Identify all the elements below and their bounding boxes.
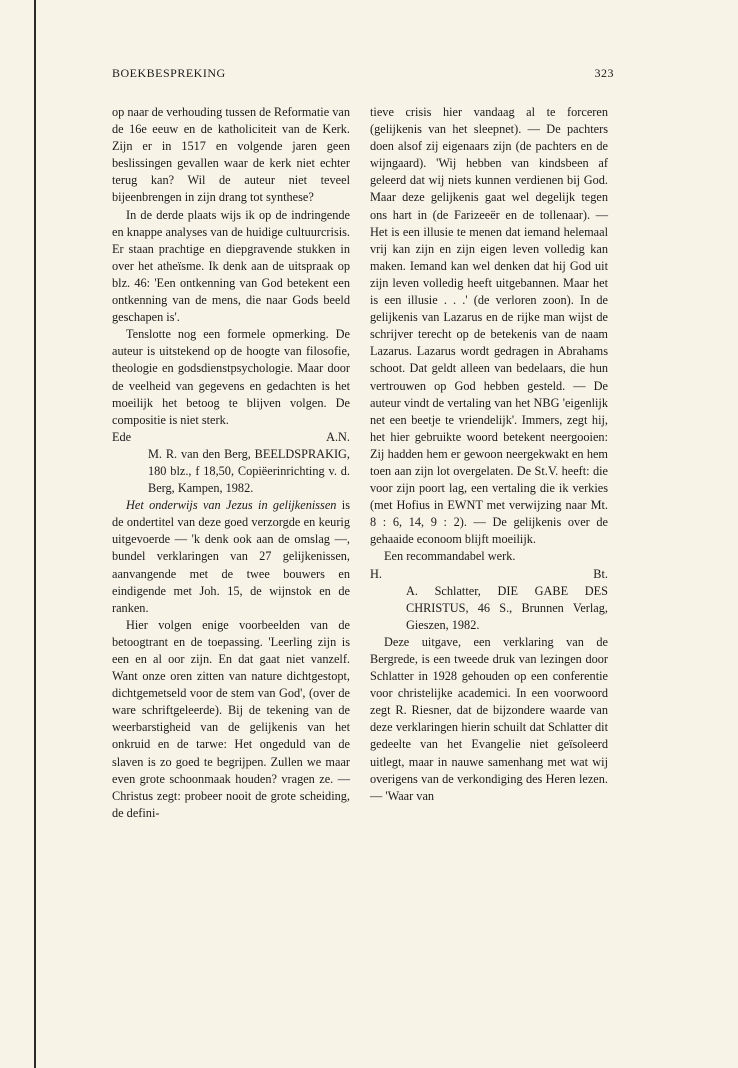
signature-place: Ede (112, 429, 132, 444)
paragraph: In de derde plaats wijs ik op de indringende en knappe analyses van de huidige cultuurcrisis. Er staan prachtige en diepgravende stukken in over het atheïsme. Ik denk aan de uitspraak op blz. 46: 'Een ontkenning van God betekent een ontkenning van de mens, die naar Gods beeld geschapen is'. (112, 207, 350, 325)
paragraph-text: is de ondertitel van deze goed verzorgde en keurig uitgevoerde — 'k denk ook aan de omslag —, bundel verklaringen van 27 gelijkenissen, aanvangende met de twee bouwers en eindigende met Joh. 15, de wijnstok en de ranken. (112, 498, 350, 615)
book-reference: A. Schlatter, DIE GABE DES CHRISTUS, 46 S., Brunnen Verlag, Gieszen, 1982. (406, 583, 608, 632)
paragraph (112, 497, 350, 617)
paragraph: op naar de verhouding tussen de Reformatie van de 16e eeuw en de katholiciteit van de Kerk. Zijn er in 1517 en volgende jaren geen beslissingen gevallen waar de kerk niet echter terug kan? Wil de auteur niet teveel bijeenbrengen in zijn drang tot synthese? (112, 105, 351, 205)
paragraph: Deze uitgave, een verklaring van de Bergrede, is een tweede druk van lezingen door Schlatter in 1928 gehouden op een conferentie voor christelijke academici. In een voorwoord zegt R. Riesner, dat de bijzondere waarde van deze verklaringen hierin schuilt dat Schlatter dit gedeelte van het Evangelie niet geïsoleerd uitlegt, maar in nauwe samenhang met wat wij overigens van de verkondiging des Heren lezen. — 'Waar van (370, 634, 608, 803)
page-binding-edge (34, 0, 36, 1068)
signature-initial: H. (370, 566, 382, 581)
page-number: 323 (594, 66, 614, 80)
paragraph: tieve crisis hier vandaag al te forceren (gelijkenis van het sleepnet). — De pachters doen alsof zij eigenaars zijn (de pachters en de wijngaard). 'Wij hebben van kindsbeen af geleerd dat wij niets kunnen verdienen bij God. Maar deze gelijkenis gaat wel degelijk tegen ons hart in (de Farizeeër en de tollenaar). — Het is een illusie te menen dat iemand helemaal vrij kan zijn en zijn eigen leven volledig kan maken. Iemand kan wel denken dat hij God uit zijn leven volledig heeft uitgebannen. Maar het is een illusie . . .' (de verloren zoon). In de gelijkenis van Lazarus en de rijke man wijst de schrijver terecht op de betekenis van de naam Lazarus. Lazarus wordt gedragen in Abrahams schoot. Dat geldt alleen van bedelaars, die hun vertrouwen op God hebben gesteld. — De auteur vindt de vertaling van het NBG 'eigenlijk net een beetje te vriendelijk'. Immers, zegt hij, het hier gebruikte woord betekent neergooien: Zij hadden hem er gewoon neergekwakt en hem toen aan zijn lot overgelaten. De St.V. heeft: die voor zijn poort lag, een vertaling die ik verkies (met Hofius in EWNT met verwijzing naar Mt. 8 : 6, 14, 9 : 2). — De gelijkenis over de gehaaide econoom blijft moeilijk. (370, 105, 608, 547)
book-reference: M. R. van den Berg, BEELDSPRAKIG, 180 blz., f 18,50, Copiëerinrichting v. d. Berg, Kampen, 1982. (148, 446, 350, 496)
review-signature (112, 429, 350, 446)
left-column (112, 104, 350, 822)
italic-subtitle: Het onderwijs van Jezus in gelijkenissen (126, 498, 337, 513)
paragraph: Een recommandabel werk. (384, 549, 516, 564)
paragraph: Tenslotte nog een formele opmerking. De auteur is uitstekend op de hoogte van filosofie, theologie en godsdienstpsychologie. Maar door de veelheid van gegevens en gedachten is het moeilijk het betoog te blijven volgen. De compositie is niet sterk. (112, 327, 350, 427)
review-signature (370, 566, 608, 583)
section-title: BOEKBESPREKING (112, 66, 226, 80)
paragraph: Hier volgen enige voorbeelden van de betoogtrant en de toepassing. 'Leerling zijn is een en al oor zijn. En dat gaat niet vanzelf. Want onze oren zitten van nature dichtgestopt, dichtgemetseld voor de stem van God', (over de ware schriftgeleerde). Bij de tekening van de weerbarstigheid van de gelijkenis van het onkruid en de tarwe: Het ongeduld van de slaven is zo goed te begrijpen. Zullen we maar even grote schoonmaak houden? vragen ze. — Christus zegt: probeer nooit de grote scheiding, de defini- (112, 617, 350, 820)
signature-initials: A.N. (326, 429, 350, 444)
right-column (370, 104, 608, 805)
signature-initials: Bt. (593, 566, 608, 581)
